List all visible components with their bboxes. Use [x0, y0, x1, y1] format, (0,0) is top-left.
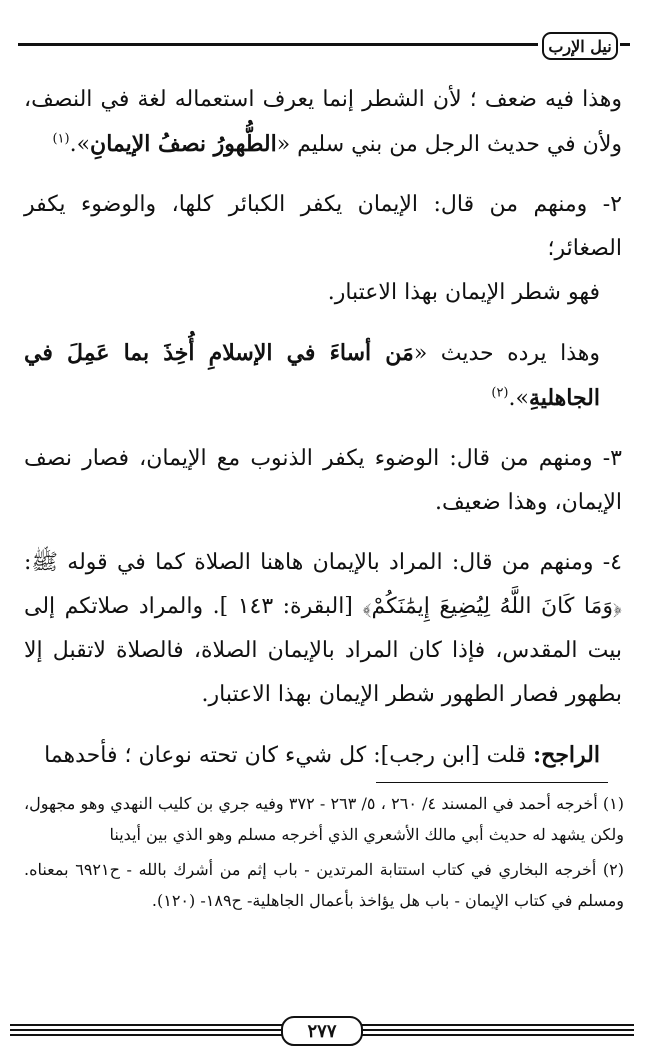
hadith-quote-2: مَن أساءَ في الإسلامِ أُخِذَ بما عَمِلَ في الجاهليةِ	[24, 340, 600, 411]
paragraph-3	[24, 331, 622, 421]
footnote-1: (١) أخرجه أحمد في المسند ٤/ ٢٦٠ ، ٥/ ٢٦٣ - ٣٧٢ وفيه جري بن كليب النهدي وهو مجهول، ولكن يشهد له حديث أبي مالك الأشعري الذي أخرجه مسلم وهو الذي بين أيدينا	[24, 794, 625, 844]
footnote-ref-1: (١)	[52, 131, 70, 147]
footnote-separator	[376, 782, 608, 783]
paragraph-1	[24, 78, 622, 167]
footnote-2: (٢) أخرجه البخاري في كتاب استتابة المرتدين - باب إثم من أشرك بالله - ح٦٩٢١ بمعناه. ومسلم في كتاب الإيمان - باب هل يؤاخذ بأعمال الجاهلية- ح١٨٩- (١٢٠).	[24, 860, 624, 910]
paragraph-3-text: وهذا يرده حديث «	[413, 341, 600, 366]
hadith-quote-1: الطُّهورُ نصفُ الإيمانِ	[90, 131, 277, 157]
header-rule-right	[620, 43, 630, 46]
paragraph-6	[24, 733, 622, 778]
paragraph-2-text: ٢- ومنهم من قال: الإيمان يكفر الكبائر كلها، والوضوء يكفر الصغائر؛	[24, 192, 622, 261]
running-header	[18, 30, 630, 62]
book-title: نيل الإرب	[542, 32, 618, 60]
quote-close-2: ».	[508, 386, 529, 411]
header-rule	[18, 43, 538, 46]
conclusion-label: الراجح:	[533, 742, 600, 768]
paragraph-5: ٤- ومنهم من قال: المراد بالإيمان هاهنا الصلاة كما في قوله ﷺ: ﴿وَمَا كَانَ اللَّهُ لِيُضِيعَ إِيمَٰنَكُمْ﴾ [البقرة: ١٤٣ ]. والمراد صلاتكم إلى بيت المقدس، فإذا كان المراد بالإيمان الصلاة، فالصلاة لاتقبل إلا بطهور فصار الطهور شطر الإيمان بهذا الاعتبار.	[24, 550, 622, 707]
paragraph-6-text: قلت [ابن رجب]: كل شيء كان تحته نوعان ؛ فأحدهما	[44, 743, 533, 768]
paragraph-1-text: وهذا فيه ضعف ؛ لأن الشطر إنما يعرف استعماله لغة في النصف، ولأن في حديث الرجل من بني سليم «	[24, 87, 623, 157]
footnotes	[24, 788, 624, 920]
page-footer	[10, 1016, 634, 1046]
main-text	[24, 78, 622, 794]
paragraph-2-cont: فهو شطر الإيمان بهذا الاعتبار.	[327, 280, 600, 305]
page-number: ٢٧٧	[281, 1016, 363, 1046]
paragraph-2	[24, 183, 622, 315]
quote-close-1: ».	[69, 132, 91, 157]
footnote-ref-2: (٢)	[491, 385, 509, 401]
paragraph-4: ٣- ومنهم من قال: الوضوء يكفر الذنوب مع الإيمان، فصار نصف الإيمان، وهذا ضعيف.	[24, 446, 622, 515]
